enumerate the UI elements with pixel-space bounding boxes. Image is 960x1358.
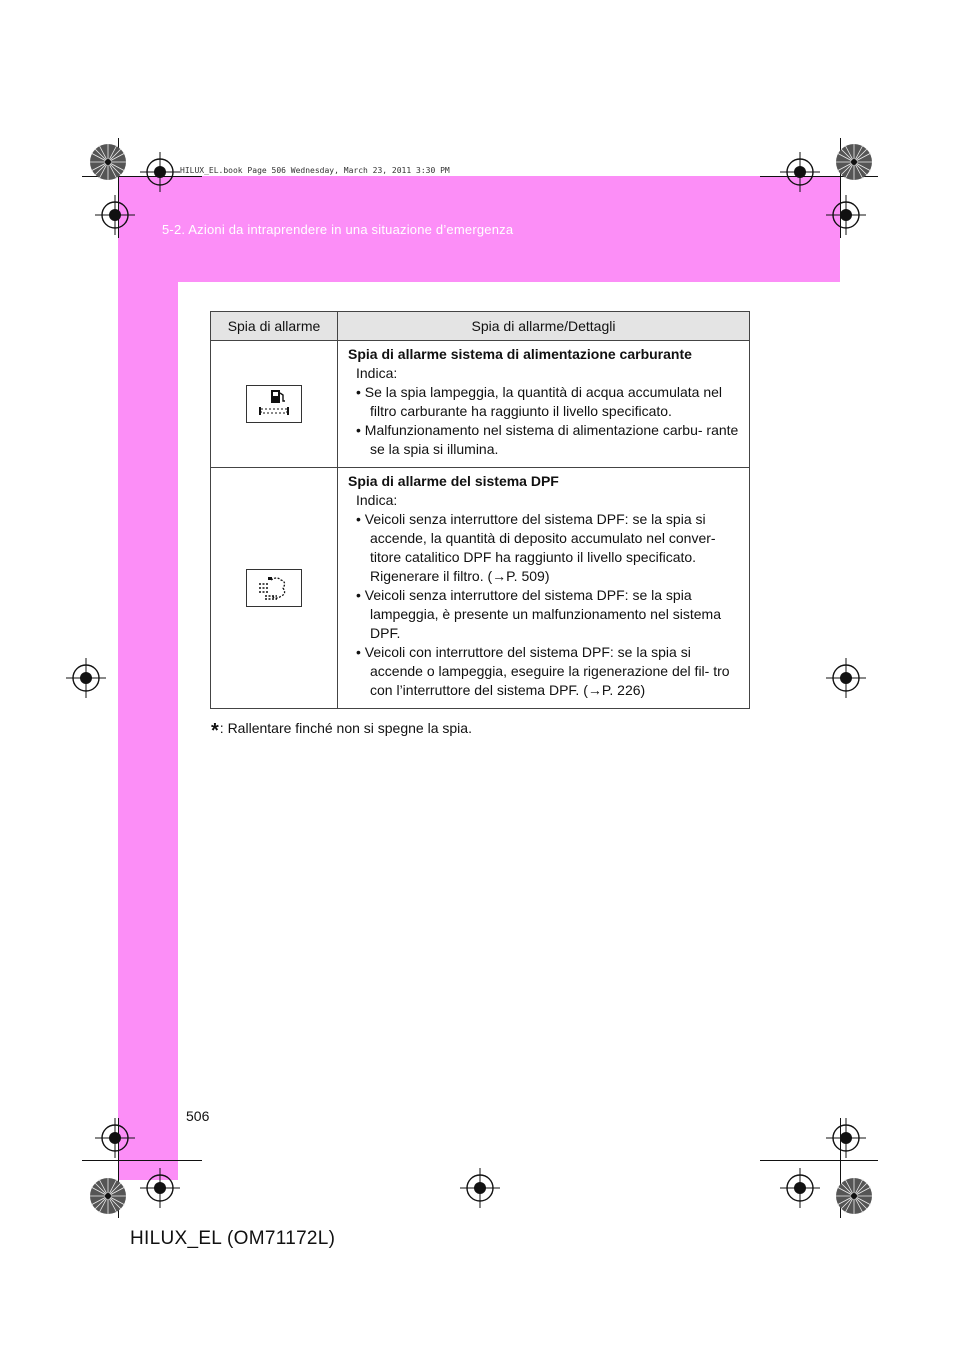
- registration-mark-icon: [66, 658, 106, 698]
- registration-mark-icon: [826, 1118, 866, 1158]
- details-cell: [338, 468, 750, 709]
- crop-line: [760, 1160, 878, 1161]
- icon-cell: [211, 468, 338, 709]
- warning-light-table: [210, 311, 750, 709]
- registration-mark-icon: [460, 1168, 500, 1208]
- warning-bullet: • Veicoli senza interruttore del sistema DPF: se la spia si accende, la quantità di deposito accumulato nel conver- titore catalitico DPF ha raggiunto il livello specificato. Rigenerare il filtro. (→P. 509): [356, 511, 716, 584]
- column-header: Spia di allarme/Dettagli: [338, 312, 750, 341]
- icon-cell: [211, 341, 338, 468]
- warning-bullet: • Malfunzionamento nel sistema di alimentazione carbu- rante se la spia si illumina.: [356, 422, 739, 457]
- page-number: 506: [186, 1108, 210, 1124]
- registration-mark-icon: [140, 152, 180, 192]
- table-row: [211, 341, 750, 468]
- registration-mark-icon: [826, 658, 866, 698]
- dpf-warning-icon: [246, 569, 302, 607]
- registration-mark-icon: [95, 1118, 135, 1158]
- footnote-text: : Rallentare finché non si spegne la spia.: [219, 720, 472, 736]
- warning-bullet: • Se la spia lampeggia, la quantità di acqua accumulata nel filtro carburante ha raggiunto il livello specificato.: [356, 384, 723, 419]
- registration-mark-icon: [826, 195, 866, 235]
- column-header: Spia di allarme: [211, 312, 338, 341]
- warning-title: Spia di allarme del sistema DPF: [348, 473, 559, 489]
- starburst-mark-icon: [88, 1176, 128, 1216]
- warning-title: Spia di allarme sistema di alimentazione carburante: [348, 346, 692, 362]
- starburst-mark-icon: [834, 1176, 874, 1216]
- footnote: [211, 720, 472, 743]
- side-thumb-band: [118, 282, 178, 1180]
- table-header-row: [211, 312, 750, 341]
- document-id: HILUX_EL (OM71172L): [130, 1228, 336, 1249]
- warning-bullet: • Veicoli senza interruttore del sistema DPF: se la spia lampeggia, è presente un malfunzionamento nel sistema DPF.: [356, 587, 721, 641]
- registration-mark-icon: [780, 152, 820, 192]
- fuel-system-warning-icon: [246, 385, 302, 423]
- table-row: [211, 468, 750, 709]
- warning-bullet: • Veicoli con interruttore del sistema DPF: se la spia si accende o lampeggia, eseguire la rigenerazione del fil- tro con l’interruttore del sistema DPF. (→P. 226): [356, 644, 730, 698]
- registration-mark-icon: [780, 1168, 820, 1208]
- registration-mark-icon: [95, 195, 135, 235]
- registration-mark-icon: [140, 1168, 180, 1208]
- starburst-mark-icon: [834, 142, 874, 182]
- details-cell: [338, 341, 750, 468]
- section-title: 5-2. Azioni da intraprendere in una situazione d’emergenza: [162, 222, 514, 237]
- crop-line: [82, 1160, 202, 1161]
- warning-intro: Indica:: [356, 365, 398, 381]
- book-stamp: HILUX_EL.book Page 506 Wednesday, March 23, 2011 3:30 PM: [180, 166, 450, 175]
- footnote-star: *: [211, 720, 219, 742]
- starburst-mark-icon: [88, 142, 128, 182]
- warning-intro: Indica:: [356, 492, 398, 508]
